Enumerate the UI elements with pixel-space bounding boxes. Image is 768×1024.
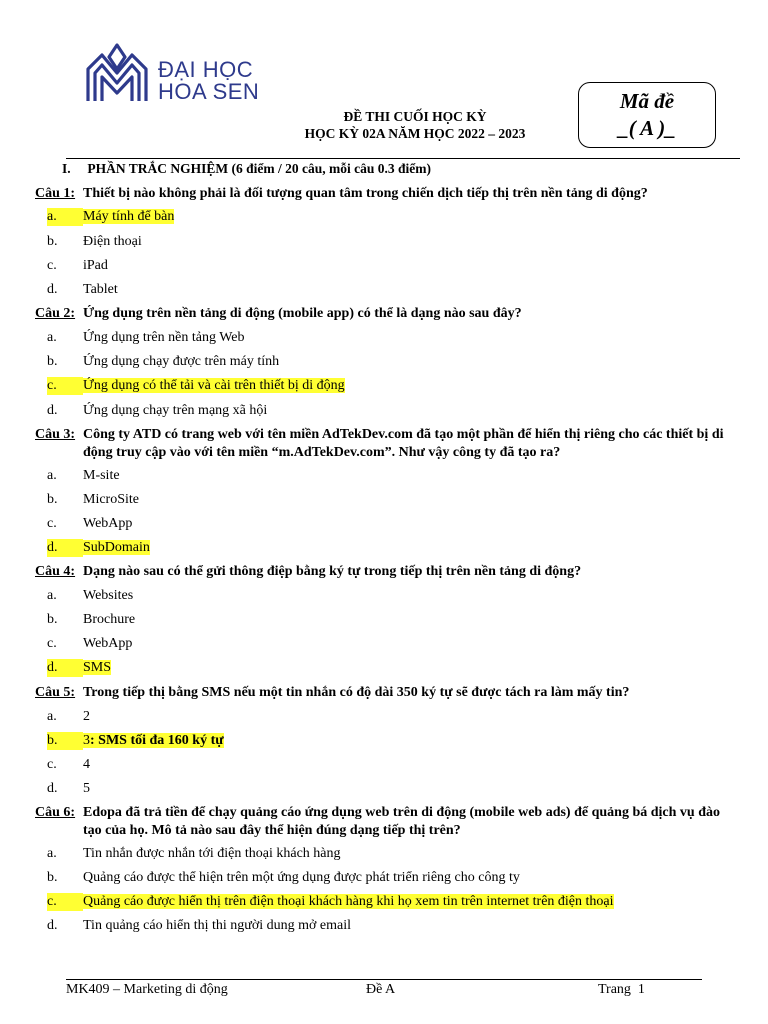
option-3d	[47, 539, 150, 557]
exam-code-label: Mã đề	[619, 89, 675, 113]
option-letter: a.	[47, 330, 57, 345]
option-text: Brochure	[83, 612, 136, 627]
option-letter: d.	[47, 659, 83, 677]
question-6	[35, 804, 745, 840]
option-6d	[47, 917, 351, 935]
footer-page-number: Trang 1	[598, 982, 645, 997]
option-5a	[47, 708, 90, 726]
option-5b	[47, 732, 224, 750]
question-text: Dạng nào sau có thể gửi thông điệp bằng ký tự trong tiếp thị trên nền tảng di động?	[83, 564, 582, 579]
option-text: Quảng cáo được hiển thị trên điện thoại khách hàng khi họ xem tin trên internet trên điện thoại	[83, 894, 614, 909]
option-letter: b.	[47, 492, 58, 507]
question-4	[35, 563, 745, 581]
option-1b	[47, 233, 142, 251]
option-letter: d.	[47, 403, 58, 418]
option-text: Ứng dụng chạy trên mạng xã hội	[83, 403, 268, 418]
option-text: WebApp	[83, 516, 133, 531]
option-letter: c.	[47, 258, 57, 273]
option-text: Websites	[83, 588, 134, 603]
option-6a	[47, 845, 341, 863]
question-label: Câu 4:	[35, 564, 76, 579]
option-3b	[47, 491, 139, 509]
question-5	[35, 684, 745, 702]
option-text: M-site	[83, 468, 120, 483]
question-label: Câu 6:	[35, 805, 76, 820]
option-2b	[47, 353, 279, 371]
option-letter: b.	[47, 354, 58, 369]
option-2a	[47, 329, 245, 347]
option-letter: c.	[47, 377, 83, 395]
option-text: WebApp	[83, 636, 133, 651]
option-letter: d.	[47, 539, 83, 557]
question-label: Câu 1:	[35, 186, 76, 201]
option-text: Tin nhắn được nhắn tới điện thoại khách hàng	[83, 846, 341, 861]
option-5d	[47, 780, 90, 798]
option-text: Ứng dụng chạy được trên máy tính	[83, 354, 280, 369]
option-text: SubDomain	[83, 540, 150, 555]
option-letter: d.	[47, 918, 58, 933]
option-5c	[47, 756, 90, 774]
option-letter: a.	[47, 846, 57, 861]
option-4d	[47, 659, 111, 677]
option-letter: a.	[47, 208, 83, 226]
logo-line-2: HOA SEN	[158, 79, 260, 104]
header-divider	[66, 158, 740, 159]
option-text: Quảng cáo được thể hiện trên một ứng dụng được phát triển riêng cho công ty	[83, 870, 520, 885]
option-note: : SMS tối đa 160 ký tự	[90, 733, 224, 748]
question-text: Trong tiếp thị bằng SMS nếu một tin nhắn có độ dài 350 ký tự sẽ được tách ra làm mấy tin?	[83, 685, 630, 700]
question-1	[35, 185, 745, 203]
option-letter: d.	[47, 781, 58, 796]
option-text: Ứng dụng có thể tải và cài trên thiết bị di động	[83, 378, 345, 393]
option-2d	[47, 402, 267, 420]
option-letter: b.	[47, 234, 58, 249]
option-text: Điện thoại	[83, 234, 142, 249]
logo-wordmark	[158, 59, 259, 103]
option-text: SMS	[83, 660, 112, 675]
exam-header	[270, 108, 560, 142]
section-title: PHẦN TRẮC NGHIỆM (6 điểm / 20 câu, mỗi câu 0.3 điểm)	[87, 161, 431, 176]
question-label: Câu 3:	[35, 427, 76, 442]
footer-course: MK409 – Marketing di động	[66, 982, 228, 997]
footer-divider	[66, 979, 702, 980]
option-letter: c.	[47, 893, 83, 911]
option-text: 4	[83, 757, 90, 772]
option-letter: b.	[47, 732, 83, 750]
lotus-logo-icon	[84, 43, 150, 109]
option-letter: c.	[47, 636, 57, 651]
option-text: 3	[83, 733, 90, 748]
option-letter: b.	[47, 612, 58, 627]
question-3	[35, 426, 745, 462]
option-3a	[47, 467, 120, 485]
option-6b	[47, 869, 520, 887]
option-letter: a.	[47, 588, 57, 603]
exam-term: HỌC KỲ 02A NĂM HỌC 2022 – 2023	[304, 126, 526, 141]
question-label: Câu 2:	[35, 306, 76, 321]
footer-exam-code: Đề A	[366, 982, 396, 997]
question-label: Câu 5:	[35, 685, 76, 700]
question-text: Edopa đã trả tiền để chạy quảng cáo ứng dụng web trên di động (mobile web ads) để quảng bá dịch vụ đào tạo của họ. Mô tả nào sau đây thể hiện đúng dạng tiếp thị trên?	[83, 805, 720, 838]
question-text: Công ty ATD có trang web với tên miền AdTekDev.com đã tạo một phần để hiển thị riêng cho các thiết bị di động truy cập vào với tên miền “m.AdTekDev.com”. Như vậy công ty đã tạo ra?	[83, 427, 724, 460]
option-text: MicroSite	[83, 492, 139, 507]
university-logo	[84, 43, 264, 111]
exam-code-box	[578, 82, 716, 148]
question-2	[35, 305, 745, 323]
question-text: Thiết bị nào không phải là đối tượng quan tâm trong chiến dịch tiếp thị trên nền tảng di động?	[83, 186, 648, 201]
option-text: 5	[83, 781, 90, 796]
option-1d	[47, 281, 118, 299]
option-text: Máy tính để bàn	[83, 209, 175, 224]
option-4b	[47, 611, 135, 629]
option-3c	[47, 515, 132, 533]
exam-title: ĐỀ THI CUỐI HỌC KỲ	[343, 109, 487, 124]
logo-line-1: ĐẠI HỌC	[158, 57, 254, 82]
option-text: Ứng dụng trên nền tảng Web	[83, 330, 245, 345]
section-number: I.	[62, 161, 71, 176]
option-4a	[47, 587, 133, 605]
option-text: Tin quảng cáo hiển thị thi người dung mở email	[83, 918, 352, 933]
option-6c	[47, 893, 614, 911]
exam-code-value: _( A )_	[618, 116, 676, 140]
question-text: Ứng dụng trên nền tảng di động (mobile app) có thể là dạng nào sau đây?	[83, 306, 522, 321]
option-letter: b.	[47, 870, 58, 885]
option-letter: c.	[47, 757, 57, 772]
option-1a	[47, 208, 174, 226]
option-text: 2	[83, 709, 90, 724]
option-letter: a.	[47, 468, 57, 483]
option-text: Tablet	[83, 282, 118, 297]
option-1c	[47, 257, 108, 275]
option-letter: d.	[47, 282, 58, 297]
option-2c	[47, 377, 345, 395]
option-4c	[47, 635, 132, 653]
section-heading	[62, 161, 431, 177]
option-letter: a.	[47, 709, 57, 724]
option-letter: c.	[47, 516, 57, 531]
option-text: iPad	[83, 258, 108, 273]
